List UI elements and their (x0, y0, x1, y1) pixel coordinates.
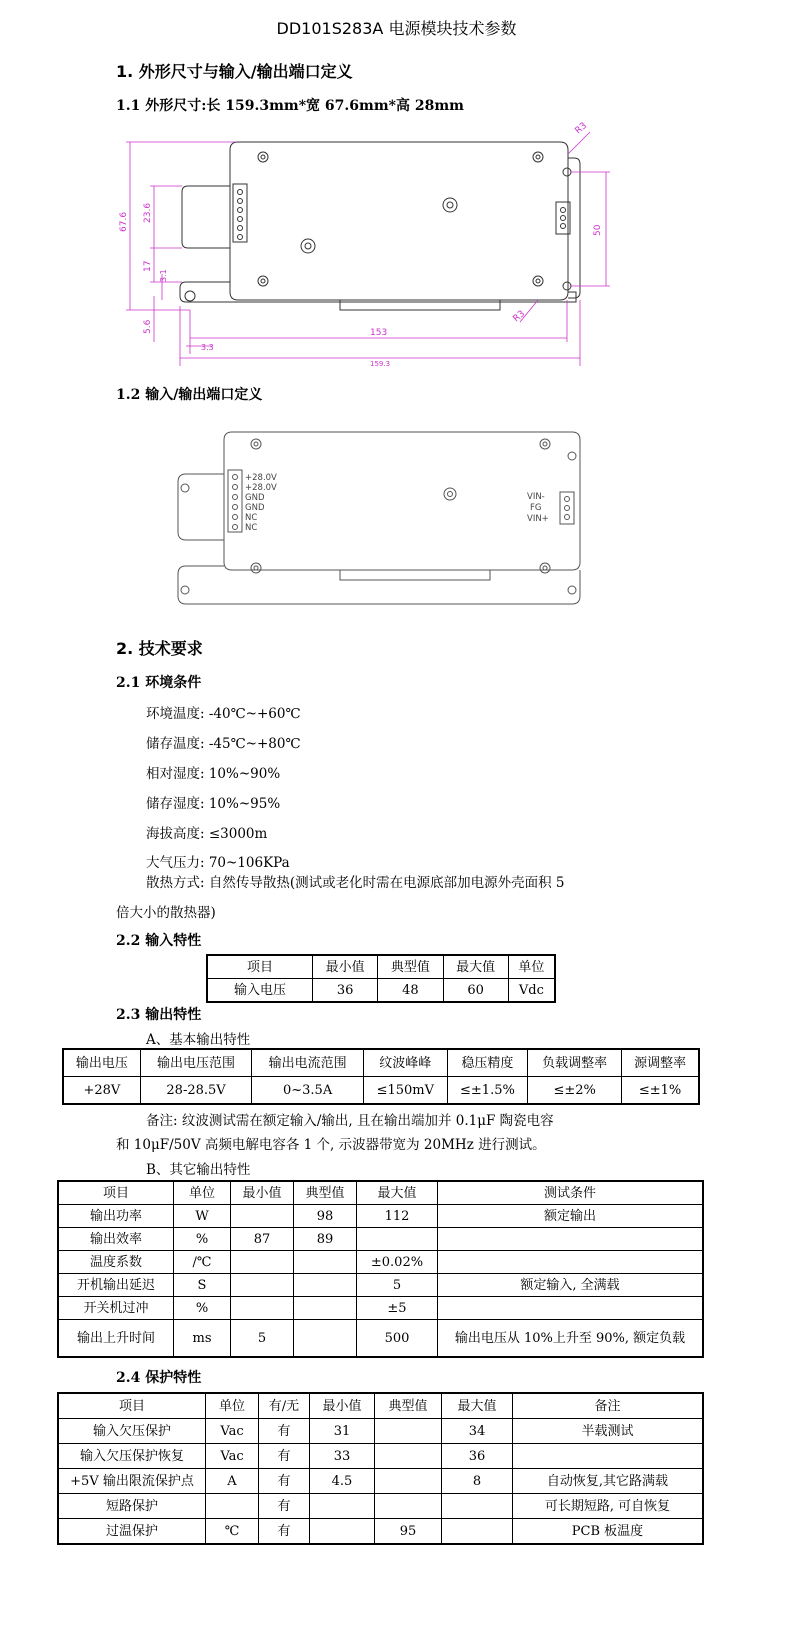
table-cell (375, 1419, 442, 1444)
table-row (58, 1251, 703, 1274)
table-cell: 有 (259, 1419, 310, 1444)
table-cell: ±0.02% (357, 1251, 438, 1274)
table-row (58, 1205, 703, 1228)
note-line-cont: 和 10μF/50V 高频电解电容各 1 个, 示波器带宽为 20MHz 进行测试。 (116, 1137, 546, 1153)
table-cell (438, 1251, 704, 1274)
table-header: 负载调整率 (528, 1049, 622, 1077)
table-cell: 95 (375, 1519, 442, 1545)
section-2-4-heading: 2.4 保护特性 (116, 1370, 202, 1386)
table-header: 单位 (206, 1393, 259, 1419)
table-cell: A (206, 1469, 259, 1494)
table-header: 最小值 (313, 955, 378, 979)
table-header: 单位 (174, 1181, 231, 1205)
table-cell: 额定输出 (438, 1205, 704, 1228)
table-cell: 短路保护 (58, 1494, 206, 1519)
pin-label: VIN+ (527, 514, 549, 524)
table-header: 典型值 (294, 1181, 357, 1205)
dim-flange: 23.6 (143, 202, 153, 223)
table-cell: Vdc (508, 979, 555, 1003)
table-cell: /℃ (174, 1251, 231, 1274)
env-line: 相对湿度: 10%~90% (146, 766, 281, 782)
dim-r3-bottom: R3 (511, 308, 528, 325)
dim-153: 153 (370, 328, 388, 338)
table-cell (231, 1205, 294, 1228)
table-cell (310, 1494, 375, 1519)
note-line: 备注: 纹波测试需在额定输入/输出, 且在输出端加并 0.1μF 陶瓷电容 (146, 1113, 554, 1129)
env-line: 环境温度: -40℃~+60℃ (146, 706, 301, 722)
table-cell: 28-28.5V (140, 1077, 252, 1105)
table-cell: ±5 (357, 1297, 438, 1320)
table-cell (513, 1444, 704, 1469)
table-cell: % (174, 1228, 231, 1251)
table-header: 典型值 (378, 955, 443, 979)
table-cell: ≤±1% (622, 1077, 699, 1105)
table-cell: % (174, 1297, 231, 1320)
table-cell (206, 1494, 259, 1519)
table-cell: 有 (259, 1519, 310, 1545)
table-cell (442, 1494, 513, 1519)
table-header: 项目 (207, 955, 313, 979)
pin-label: NC (245, 523, 258, 533)
table-header: 测试条件 (438, 1181, 704, 1205)
dim-159-3: 159.3 (370, 360, 391, 368)
section-1-1-heading: 1.1 外形尺寸:长 159.3mm*宽 67.6mm*高 28mm (116, 98, 464, 114)
table-cell (231, 1297, 294, 1320)
dim-5-6: 5.6 (143, 319, 153, 334)
table-header: 纹波峰峰 (363, 1049, 447, 1077)
table-cell (375, 1469, 442, 1494)
table-cell: 输出功率 (58, 1205, 174, 1228)
env-line: 储存湿度: 10%~95% (146, 796, 281, 812)
pin-label: VIN- (527, 492, 545, 502)
table-cell (357, 1228, 438, 1251)
cooling-line: 散热方式: 自然传导散热(测试或老化时需在电源底部加电源外壳面积 5 (146, 875, 565, 891)
table-header: 最小值 (310, 1393, 375, 1419)
table-header: 最大值 (442, 1393, 513, 1419)
table-cell: 112 (357, 1205, 438, 1228)
table-cell: 可长期短路, 可自恢复 (513, 1494, 704, 1519)
subsection-a: A、基本输出特性 (146, 1032, 251, 1048)
table-cell (294, 1274, 357, 1297)
table-cell: ℃ (206, 1519, 259, 1545)
table-header: 源调整率 (622, 1049, 699, 1077)
table-row (58, 1320, 703, 1358)
table-cell: Vac (206, 1419, 259, 1444)
section-1-2-heading: 1.2 输入/输出端口定义 (116, 387, 263, 403)
pin-label: +28.0V (245, 473, 277, 483)
table-cell: 过温保护 (58, 1519, 206, 1545)
table-cell: 31 (310, 1419, 375, 1444)
table-row (58, 1494, 703, 1519)
table-row (58, 1419, 703, 1444)
table-cell: 温度系数 (58, 1251, 174, 1274)
other-output-table (57, 1180, 704, 1358)
table-cell: W (174, 1205, 231, 1228)
table-row (207, 979, 555, 1003)
table-header: 输出电压 (63, 1049, 140, 1077)
outline-dimension-drawing (0, 110, 793, 410)
table-cell: S (174, 1274, 231, 1297)
dim-width: 67.6 (119, 211, 129, 232)
table-cell: 60 (443, 979, 508, 1003)
table-cell: 33 (310, 1444, 375, 1469)
table-header: 项目 (58, 1393, 206, 1419)
table-row (58, 1274, 703, 1297)
dim-3-1: 3.1 (159, 269, 168, 282)
dim-r3-top: R3 (573, 120, 590, 137)
section-2-heading: 2. 技术要求 (116, 639, 203, 658)
table-cell (438, 1228, 704, 1251)
table-header: 输出电流范围 (252, 1049, 364, 1077)
table-cell: 有 (259, 1494, 310, 1519)
table-cell: 输出上升时间 (58, 1320, 174, 1358)
table-cell: ≤±1.5% (447, 1077, 527, 1105)
table-cell: 有 (259, 1469, 310, 1494)
table-cell (231, 1274, 294, 1297)
table-cell: 48 (378, 979, 443, 1003)
table-header: 最大值 (357, 1181, 438, 1205)
env-line: 海拔高度: ≤3000m (146, 826, 268, 842)
table-row (63, 1077, 699, 1105)
table-cell: 5 (231, 1320, 294, 1358)
table-header: 有/无 (259, 1393, 310, 1419)
pin-label: FG (530, 503, 542, 513)
pin-label: NC (245, 513, 258, 523)
table-cell (310, 1519, 375, 1545)
table-cell: ≤±2% (528, 1077, 622, 1105)
section-1-heading: 1. 外形尺寸与输入/输出端口定义 (116, 62, 353, 81)
table-cell: 额定输入, 全满载 (438, 1274, 704, 1297)
env-line: 大气压力: 70~106KPa (146, 855, 290, 871)
subsection-b: B、其它输出特性 (146, 1162, 251, 1178)
table-cell: 自动恢复,其它路满载 (513, 1469, 704, 1494)
table-header: 项目 (58, 1181, 174, 1205)
pin-label: GND (245, 503, 265, 513)
table-header: 典型值 (375, 1393, 442, 1419)
pin-label: +28.0V (245, 483, 277, 493)
table-cell (294, 1320, 357, 1358)
table-cell: 输出电压从 10%上升至 90%, 额定负载 (438, 1320, 704, 1358)
table-cell: +28V (63, 1077, 140, 1105)
table-cell: 500 (357, 1320, 438, 1358)
table-cell (442, 1519, 513, 1545)
table-cell: 8 (442, 1469, 513, 1494)
cooling-line-cont: 倍大小的散热器) (116, 905, 216, 921)
port-definition-drawing (0, 420, 793, 620)
table-header: 最小值 (231, 1181, 294, 1205)
table-cell: 98 (294, 1205, 357, 1228)
table-cell: ≤150mV (363, 1077, 447, 1105)
table-row (58, 1519, 703, 1545)
input-table (206, 954, 556, 1003)
table-cell: 36 (442, 1444, 513, 1469)
table-cell: Vac (206, 1444, 259, 1469)
basic-output-table (62, 1048, 700, 1105)
table-row (58, 1469, 703, 1494)
table-cell: 开机输出延迟 (58, 1274, 174, 1297)
table-cell: 0~3.5A (252, 1077, 364, 1105)
table-cell: 89 (294, 1228, 357, 1251)
dim-50: 50 (593, 224, 603, 236)
table-cell: 4.5 (310, 1469, 375, 1494)
pin-label: GND (245, 493, 265, 503)
table-header: 最大值 (443, 955, 508, 979)
table-header: 输出电压范围 (140, 1049, 252, 1077)
table-header: 备注 (513, 1393, 704, 1419)
dim-17: 17 (143, 260, 153, 272)
table-cell: 输出效率 (58, 1228, 174, 1251)
table-cell: ms (174, 1320, 231, 1358)
table-cell: 34 (442, 1419, 513, 1444)
table-header: 单位 (508, 955, 555, 979)
table-cell (375, 1444, 442, 1469)
protection-table (57, 1392, 704, 1545)
table-row (58, 1228, 703, 1251)
document-title: DD101S283A 电源模块技术参数 (276, 19, 517, 38)
table-cell: 输入电压 (207, 979, 313, 1003)
table-cell: 开关机过冲 (58, 1297, 174, 1320)
table-cell (294, 1297, 357, 1320)
dim-3-3: 3.3 (201, 343, 214, 352)
table-cell: 输入欠压保护恢复 (58, 1444, 206, 1469)
table-cell: 5 (357, 1274, 438, 1297)
table-row (58, 1444, 703, 1469)
table-cell: 输入欠压保护 (58, 1419, 206, 1444)
table-cell: 有 (259, 1444, 310, 1469)
table-cell: PCB 板温度 (513, 1519, 704, 1545)
table-cell (438, 1297, 704, 1320)
env-line: 储存温度: -45℃~+80℃ (146, 736, 301, 752)
table-cell (231, 1251, 294, 1274)
table-row (58, 1297, 703, 1320)
section-2-3-heading: 2.3 输出特性 (116, 1007, 202, 1023)
section-2-2-heading: 2.2 输入特性 (116, 933, 202, 949)
section-2-1-heading: 2.1 环境条件 (116, 675, 202, 691)
table-cell: 36 (313, 979, 378, 1003)
table-cell (375, 1494, 442, 1519)
table-cell: 半载测试 (513, 1419, 704, 1444)
table-header: 稳压精度 (447, 1049, 527, 1077)
table-cell (294, 1251, 357, 1274)
table-cell: +5V 输出限流保护点 (58, 1469, 206, 1494)
table-cell: 87 (231, 1228, 294, 1251)
